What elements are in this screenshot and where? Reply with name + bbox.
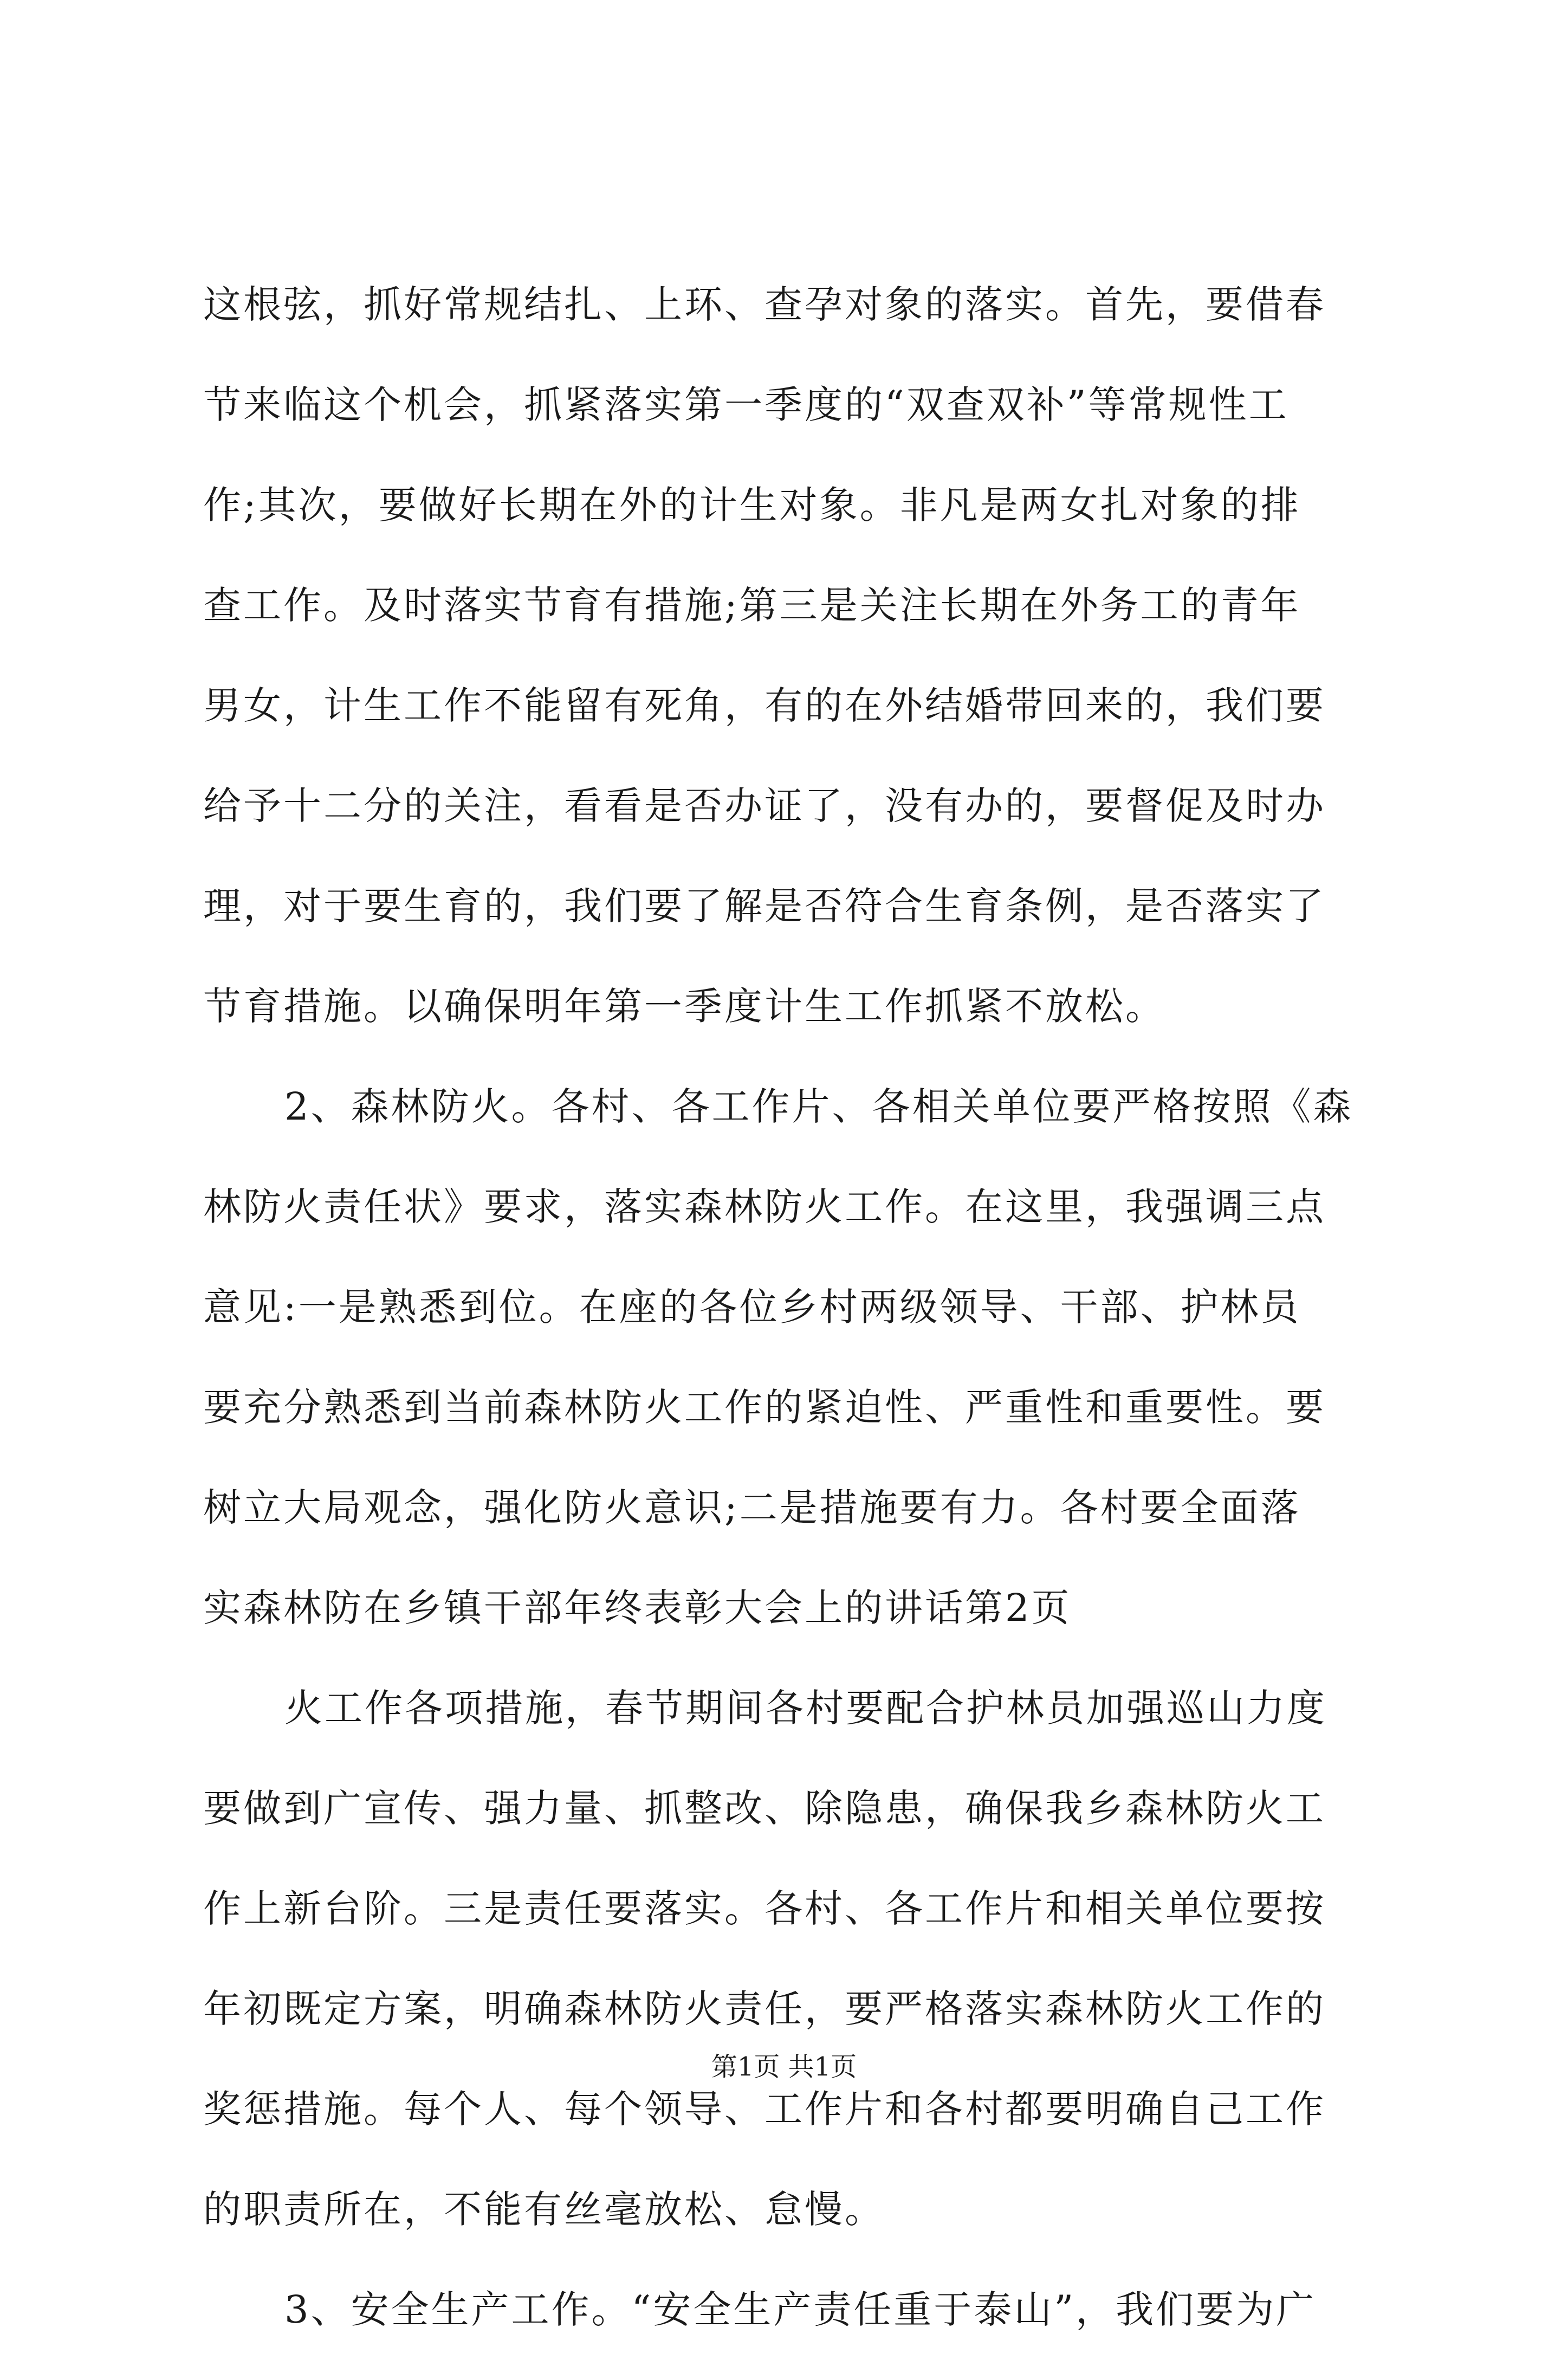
text-line: 这根弦，抓好常规结扎、上环、查孕对象的落实。首先，要借春	[203, 282, 1326, 327]
text-line: 意见:一是熟悉到位。在座的各位乡村两级领导、干部、护林员	[203, 1285, 1301, 1329]
page-footer: 第1页 共1页	[711, 2052, 857, 2082]
text-line: 要做到广宣传、强力量、抓整改、除隐患，确保我乡森林防火工	[203, 1786, 1326, 1831]
paragraph	[203, 1658, 1368, 2260]
text-line: 的职责所在，不能有丝毫放松、怠慢。	[203, 2187, 885, 2232]
text-line: 男女，计生工作不能留有死角，有的在外结婚带回来的，我们要	[203, 683, 1326, 728]
text-line: 要充分熟悉到当前森林防火工作的紧迫性、严重性和重要性。要	[203, 1385, 1326, 1430]
text-line: 树立大局观念，强化防火意识;二是措施要有力。各村要全面落	[203, 1485, 1301, 1530]
text-line: 火工作各项措施，春节期间各村要配合护林员加强巡山力度	[284, 1686, 1327, 1730]
text-line: 理，对于要生育的，我们要了解是否符合生育条例，是否落实了	[203, 884, 1326, 928]
text-line: 节育措施。以确保明年第一季度计生工作抓紧不放松。	[203, 984, 1165, 1029]
text-line: 给予十二分的关注，看看是否办证了，没有办的，要督促及时办	[203, 784, 1326, 828]
text-line: 年初既定方案，明确森林防火责任，要严格落实森林防火工作的	[203, 1987, 1326, 2031]
text-line: 3、安全生产工作。“安全生产责任重于泰山”，我们要为广	[284, 2287, 1317, 2332]
paragraph	[203, 255, 1368, 1057]
text-line: 作上新台阶。三是责任要落实。各村、各工作片和相关单位要按	[203, 1886, 1326, 1931]
text-line: 实森林防在乡镇干部年终表彰大会上的讲话第2页	[203, 1586, 1072, 1630]
document-body	[203, 255, 1368, 2360]
text-line: 节来临这个机会，抓紧落实第一季度的“双查双补”等常规性工	[203, 383, 1289, 427]
text-line: 林防火责任状》要求，落实森林防火工作。在这里，我强调三点	[203, 1185, 1326, 1229]
paragraph	[203, 1057, 1368, 1658]
paragraph	[203, 2260, 1368, 2360]
text-line: 作;其次，要做好长期在外的计生对象。非凡是两女扎对象的排	[203, 483, 1301, 527]
text-line: 2、森林防火。各村、各工作片、各相关单位要严格按照《森	[284, 1084, 1353, 1129]
text-line: 查工作。及时落实节育有措施;第三是关注长期在外务工的青年	[203, 583, 1301, 628]
text-line: 奖惩措施。每个人、每个领导、工作片和各村都要明确自己工作	[203, 2087, 1326, 2131]
